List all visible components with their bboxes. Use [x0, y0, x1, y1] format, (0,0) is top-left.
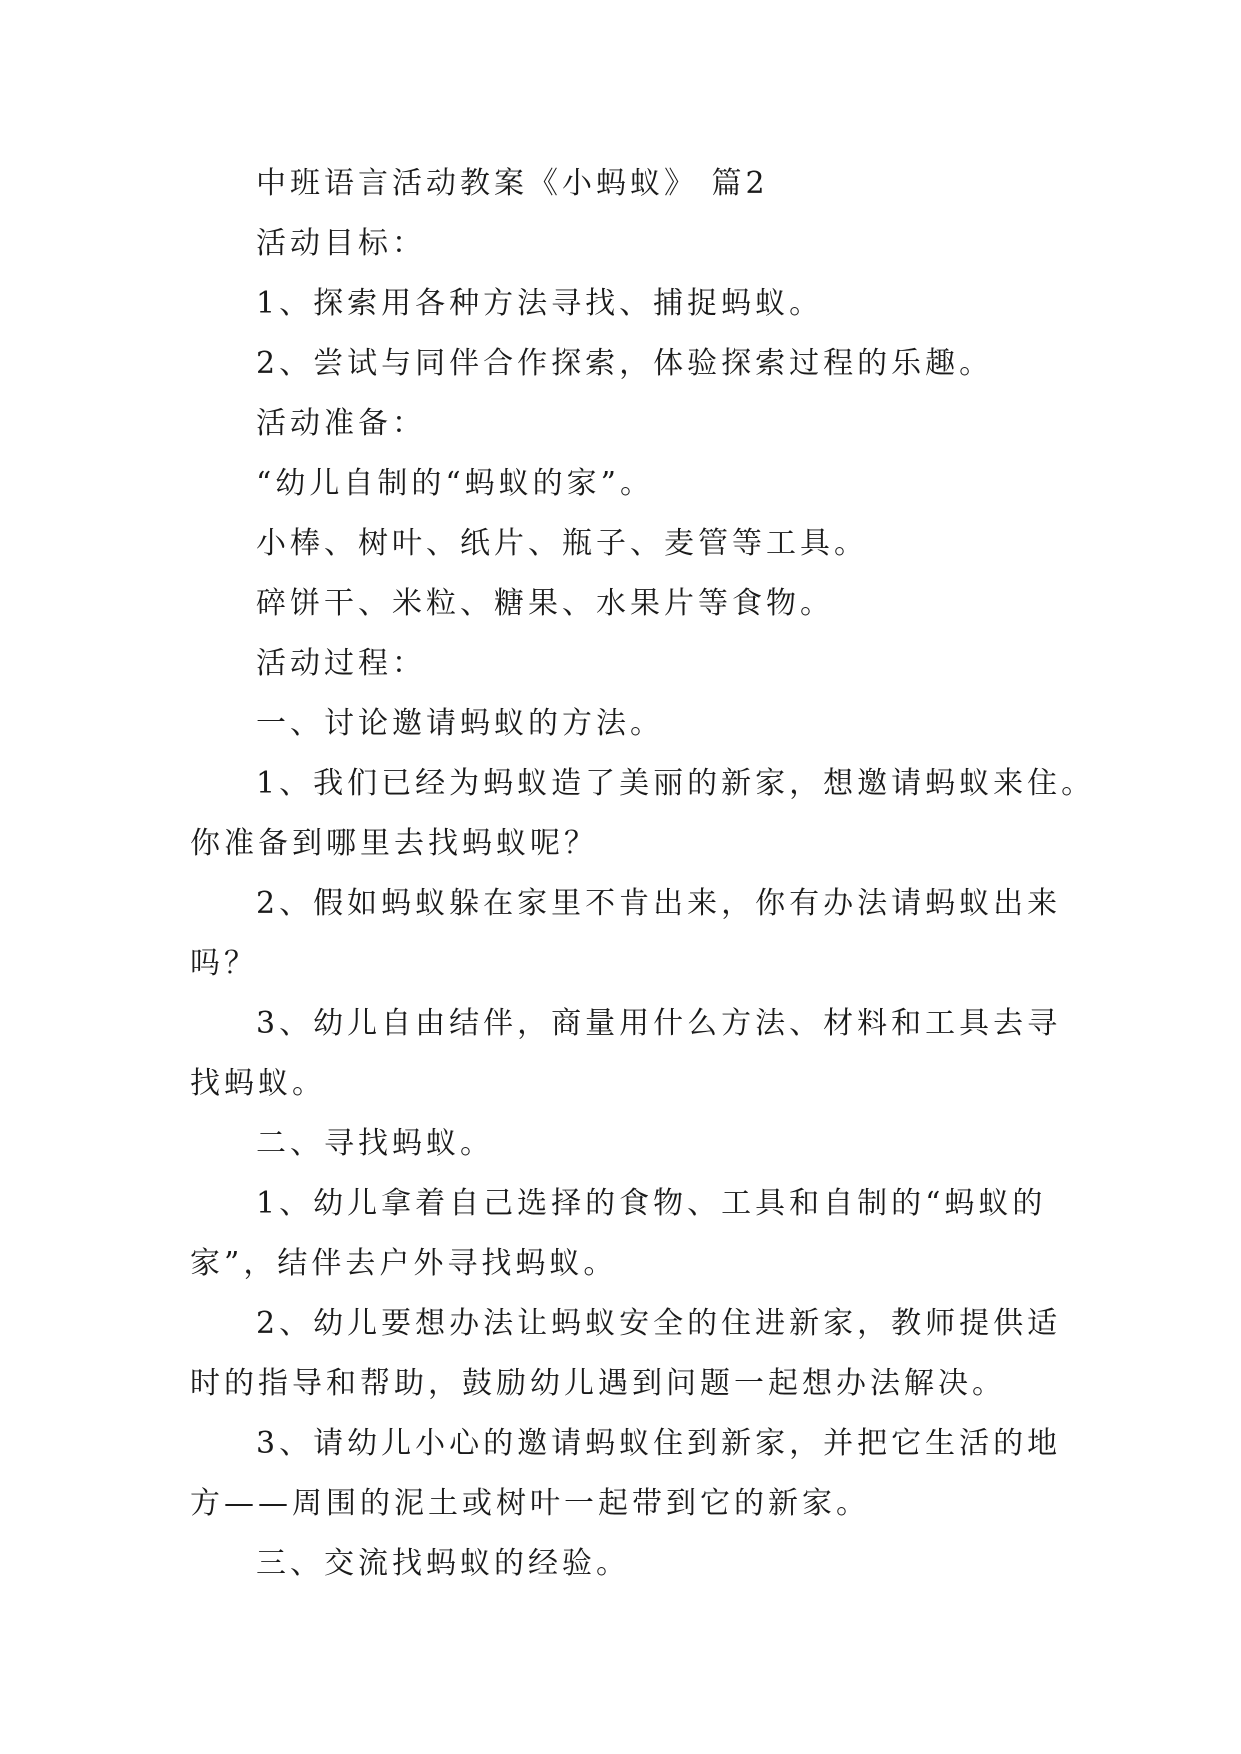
- section-1-item-3-line-1: 3、幼儿自由结伴，商量用什么方法、材料和工具去寻: [256, 1006, 1062, 1041]
- heading-process: 活动过程：: [256, 646, 426, 681]
- section-1-item-3-line-2: 找蚂蚁。: [190, 1066, 326, 1101]
- section-3-heading: 三、交流找蚂蚁的经验。: [256, 1546, 630, 1581]
- section-2-item-3-line-2: 方——周围的泥土或树叶一起带到它的新家。: [190, 1486, 870, 1521]
- prep-item-2: 小棒、树叶、纸片、瓶子、麦管等工具。: [256, 526, 868, 561]
- prep-item-3: 碎饼干、米粒、糖果、水果片等食物。: [256, 586, 834, 621]
- section-1-heading: 一、讨论邀请蚂蚁的方法。: [256, 706, 664, 741]
- section-1-item-1-line-1: 1、我们已经为蚂蚁造了美丽的新家，想邀请蚂蚁来住。: [256, 766, 1096, 801]
- section-1-item-2-line-2: 吗？: [190, 946, 258, 981]
- section-1-item-2-line-1: 2、假如蚂蚁躲在家里不肯出来，你有办法请蚂蚁出来: [256, 886, 1062, 921]
- goal-item-2: 2、尝试与同伴合作探索，体验探索过程的乐趣。: [256, 346, 994, 381]
- section-2-heading: 二、寻找蚂蚁。: [256, 1126, 494, 1161]
- section-2-item-1-line-2: 家”，结伴去户外寻找蚂蚁。: [190, 1246, 618, 1281]
- goal-item-1: 1、探索用各种方法寻找、捕捉蚂蚁。: [256, 286, 824, 321]
- document-body: [190, 154, 1096, 1594]
- section-1-item-1-line-2: 你准备到哪里去找蚂蚁呢？: [190, 826, 598, 861]
- section-2-item-3-line-1: 3、请幼儿小心的邀请蚂蚁住到新家，并把它生活的地: [256, 1426, 1062, 1461]
- section-2-item-2-line-1: 2、幼儿要想办法让蚂蚁安全的住进新家，教师提供适: [256, 1306, 1062, 1341]
- document-title: 中班语言活动教案《小蚂蚁》 篇2: [256, 166, 769, 201]
- prep-item-1: “幼儿自制的“蚂蚁的家”。: [256, 466, 655, 501]
- section-2-item-2-line-2: 时的指导和帮助，鼓励幼儿遇到问题一起想办法解决。: [190, 1366, 1006, 1401]
- heading-goals: 活动目标：: [256, 226, 426, 261]
- heading-preparation: 活动准备：: [256, 406, 426, 441]
- section-2-item-1-line-1: 1、幼儿拿着自己选择的食物、工具和自制的“蚂蚁的: [256, 1186, 1047, 1221]
